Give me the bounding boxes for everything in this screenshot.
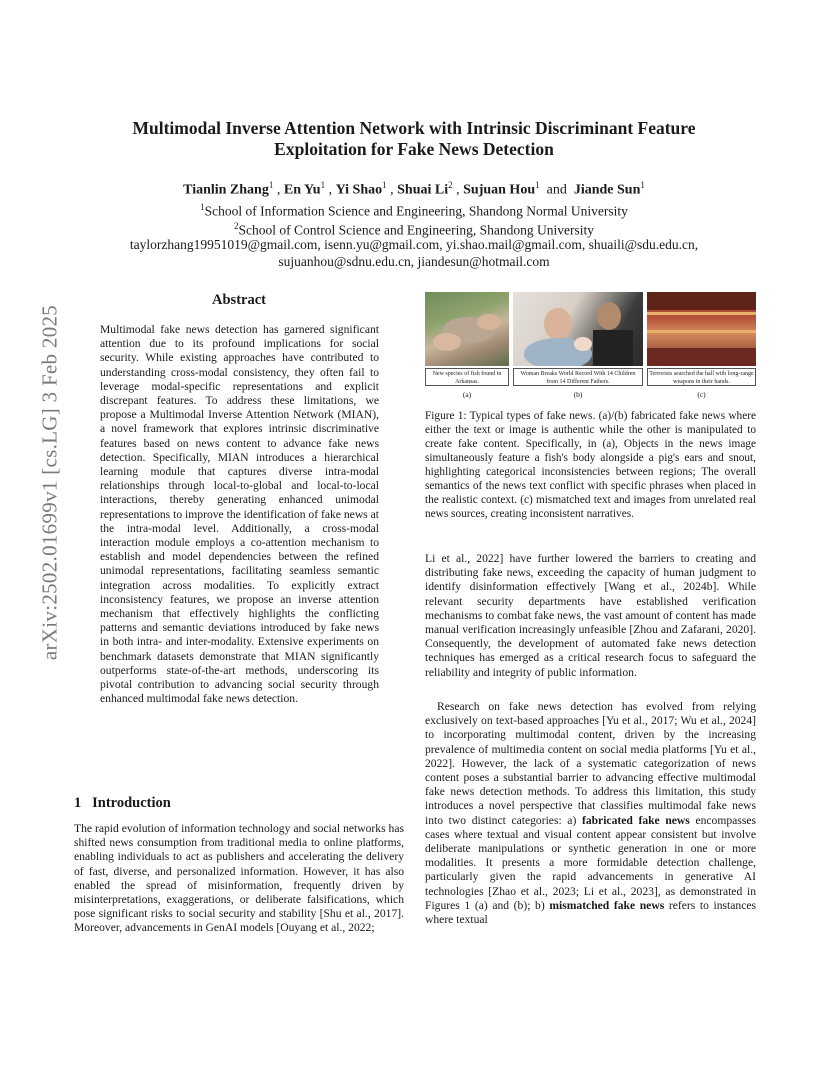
author-name: En Yu xyxy=(283,182,321,198)
concert-hall-picture xyxy=(647,292,756,366)
author-name: Tianlin Zhang xyxy=(183,182,269,198)
abstract-text: Multimodal fake news detection has garnered significant attention due to its profound implications for social security. While existing approaches have contributed to understanding cross-modal consistency, they often fail to leverage modal-specific representations and explicit discrepant features. To address these limitations, we propose a Multimodal Inverse Attention Network (MIAN), a novel framework that explores intrinsic discriminative features based on news content to advance fake news detection. Specifically, MIAN introduces a hierarchical learning module that captures diverse intra-modal relationships through local-to-global and local-to-local interactions, thereby generating enhanced unimodal representations to improve the identification of fake news at the intra-modal level. Additionally, a cross-modal interaction module employs a co-attention mechanism to establish and model dependencies between the refined unimodal representations, facilitating seamless semantic integration across modalities. To explicitly extract inconsistency features, we propose an inverse attention mechanism that effectively highlights the conflicting patterns and semantic deviations introduced by fake news in both intra- and inter-modality. Extensive experiments on benchmark datasets demonstrate that MIAN significantly outperforms state-of-the-art methods, underscoring its pivotal contribution to advancing social security through enhanced multimodal fake news detection. xyxy=(100,323,379,706)
introduction-text: The rapid evolution of information technology and social networks has shifted news consumption from traditional media to online platforms, enabling individuals to act as publishers and accelerating the delivery of fast, diverse, and personalized information. However, it has also enabled the spread of misinformation, frequently driven by misinterpretations, exaggerations, or deliberate falsifications, which pose significant risks to social security and stability [Shu et al., 2017]. Moreover, advancements in GenAI models [Ouyang et al., 2022; xyxy=(74,822,404,935)
emails-line-2: sujuanhou@sdnu.edu.cn, jiandesun@hotmail.com xyxy=(278,254,550,269)
text-run: encompasses cases where textual and visual content appear consistent but involve deliberate manipulations or synthetic generation in one or more modalities. It presents a more formidable detection challenge, particularly given the rapid advancements in generative AI technologies [Zhao et al., 2023; Li et al., 2023], as demonstrated in Figures 1 (a) and (b); b) xyxy=(425,813,756,912)
affiliation-text: School of Information Science and Engineering, Shandong Normal University xyxy=(204,203,628,219)
subfigure-label-b: (b) xyxy=(573,390,583,399)
affiliation-number: 2 xyxy=(234,221,239,231)
section-title: Introduction xyxy=(92,795,171,811)
figure-1-caption: Figure 1: Typical types of fake news. (a)/(b) fabricated fake news where either the text or image is authentic while the other is manipulated to create fake content. Specifically, in (a), Objects in the news image simultaneously feature a fish's body alongside a pig's ears and snout, highlighting categorical inconsistencies between regions; The overall semantics of the news text conflict with specific phrases when placed in the realistic context. (c) mismatched text and images from unrelated real news sources, creating inconsistent narratives. xyxy=(425,410,756,520)
author-affiliation-mark: 1 xyxy=(320,180,326,190)
figure-image-a xyxy=(425,292,509,366)
author-name: Jiande Sun xyxy=(573,182,641,198)
title-line-2: Exploitation for Fake News Detection xyxy=(274,139,554,159)
arxiv-identifier xyxy=(20,300,62,680)
figure-image-c xyxy=(647,292,756,366)
paper-title xyxy=(60,118,768,160)
author-affiliation-mark: 1 xyxy=(382,180,387,190)
paragraph-text xyxy=(425,700,756,927)
right-column-paragraph-1 xyxy=(425,552,756,680)
bold-term: fabricated fake news xyxy=(581,813,690,827)
author-name: Shuai Li xyxy=(397,182,449,198)
figure-image-b xyxy=(513,292,643,366)
arxiv-identifier-text: arXiv:2502.01699v1 [cs.LG] 3 Feb 2025 xyxy=(37,304,62,661)
figure-1 xyxy=(425,292,756,400)
paragraph-text: Li et al., 2022] have further lowered the barriers to creating and distributing fake news, exceeding the capacity of human judgment to identify disinformation effectively [Wang et al., 2024b]. While relevant security departments have established verification mechanisms to combat fake news, the vast amount of content has made manual verification increasingly unfeasible [Zhou and Zafarani, 2020]. Consequently, the development of automated fake news detection techniques has emerged as a critical research focus to safeguard the reliability and integrity of public information. xyxy=(425,552,756,679)
author-affiliation-mark: 1 xyxy=(535,180,540,190)
fish-in-hands-picture xyxy=(425,292,509,366)
affiliation-number: 1 xyxy=(200,202,205,212)
author-affiliation-mark: 1 xyxy=(268,180,274,190)
right-column-paragraph-2 xyxy=(425,700,756,927)
text-run: Research on fake news detection has evolved from relying exclusively on text-based approaches [Yu et al., 2017; Wu et al., 2024] to incorporating multimodal content, driven by the increasing prevalence of multimedia content on social media platforms [Yu et al., 2022]. However, the lack of a systematic categorization of news content poses a substantial barrier to advancing effective multimodal fake news detection methods. To address this limitation, this study introduces a novel perspective that classifies multimodal fake news into two distinct categories: a) xyxy=(425,700,756,827)
section-number: 1 xyxy=(74,795,82,811)
figure-caption-box-c: Terrorists searched the hall with long-range weapons in their hands. xyxy=(647,368,756,386)
author-name: Sujuan Hou xyxy=(463,182,536,198)
title-line-1: Multimodal Inverse Attention Network with Intrinsic Discriminant Feature xyxy=(132,118,696,138)
subfigure-label-a: (a) xyxy=(462,390,472,399)
figure-caption-box-b: Woman Breaks World Record With 14 Children from 14 Different Fathers. xyxy=(513,368,643,386)
abstract-heading: Abstract xyxy=(212,292,266,308)
author-emails xyxy=(40,236,788,270)
author-affiliation-mark: 2 xyxy=(448,180,453,190)
figure-caption-box-a: New species of fish found in Arkansas. xyxy=(425,368,509,386)
author-list: Tianlin Zhang$^1$ , En Yu$^1$ , Yi Shao$^1$ , Shuai Li$^2$ , Sujuan Hou$^1$ and Jiande Sun$^1$ xyxy=(183,180,645,198)
author-name: Yi Shao xyxy=(335,182,383,198)
emails-line-1: taylorzhang19951019@gmail.com, isenn.yu@gmail.com, yi.shao.mail@gmail.com, shuaili@sdu.edu.cn, xyxy=(129,237,699,252)
bold-term: mismatched fake news xyxy=(549,898,665,912)
text-run: refers to instances where textual xyxy=(425,898,756,927)
affiliation-text: School of Control Science and Engineering, Shandong University xyxy=(238,222,594,238)
mother-baby-picture xyxy=(513,292,643,366)
and-word: and xyxy=(546,182,567,198)
introduction-heading xyxy=(74,795,171,812)
subfigure-label-c: (c) xyxy=(697,390,706,399)
author-affiliation-mark: 1 xyxy=(640,180,645,190)
